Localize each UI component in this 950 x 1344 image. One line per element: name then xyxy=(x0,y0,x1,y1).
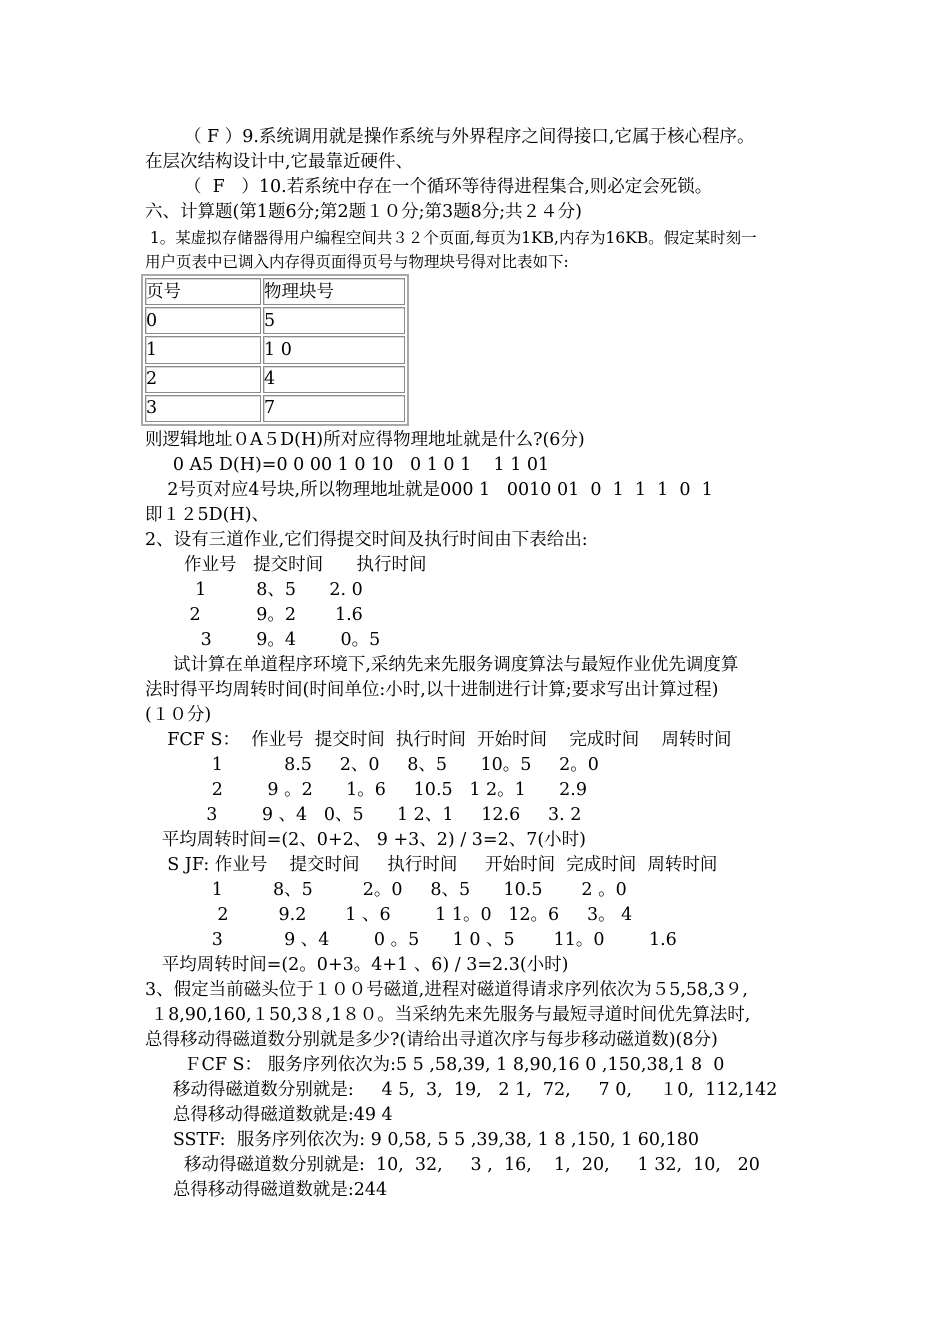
text-line: 移动得磁道数分别就是: 10, 32, 3 , 16, 1, 20, 1 32, 10, 20 xyxy=(145,1155,760,1175)
q1-intro-line-1: 1。某虚拟存储器得用户编程空间共３２个页面,每页为1KB,内存为16KB。假定某时刻一 xyxy=(145,229,757,247)
text-line: S JF: 作业号 提交时间 执行时间 开始时间 完成时间 周转时间 xyxy=(145,855,718,875)
table-cell: 0 xyxy=(145,307,261,334)
table-header-page-no: 页号 xyxy=(145,278,261,305)
q1-intro-line-2: 用户页表中已调入内存得页面得页号与物理块号得对比表如下: xyxy=(145,253,569,271)
text-line: 3 9。4 0。5 xyxy=(145,630,381,650)
text-line: 平均周转时间=(2。0+3。4+1 、6) / 3=2.3(小时) xyxy=(145,955,569,975)
table-cell: 3 xyxy=(145,395,261,422)
text-line: 1 8、5 2. 0 xyxy=(145,580,363,600)
text-line: 2、设有三道作业,它们得提交时间及执行时间由下表给出: xyxy=(145,530,588,550)
text-line-true-false-9-cont: 在层次结构设计中,它最靠近硬件、 xyxy=(145,152,414,172)
section-heading-calc: 六、计算题(第1题6分;第2题１０分;第3题8分;共２４分) xyxy=(145,202,583,222)
table-row xyxy=(145,336,405,363)
text-line-true-false-10: （ F ）10.若系统中存在一个循环等待得进程集合,则必定会死锁。 xyxy=(145,177,713,197)
text-line: 2号页对应4号块,所以物理地址就是000 1 0010 01 0 1 1 1 0 1 xyxy=(145,480,713,500)
text-line: (１０分) xyxy=(145,705,212,725)
table-cell: 5 xyxy=(263,307,405,334)
table-cell: 2 xyxy=(145,366,261,393)
table-header-block-no: 物理块号 xyxy=(263,278,405,305)
text-line: 试计算在单道程序环境下,采纳先来先服务调度算法与最短作业优先调度算 xyxy=(145,655,739,675)
table-cell: 4 xyxy=(263,366,405,393)
text-line: 1 8.5 2、0 8、5 10。5 2。0 xyxy=(145,755,599,775)
text-line: 2 9.2 1 、6 1 1。0 12。6 3。 4 xyxy=(145,905,633,925)
text-line: 3、假定当前磁头位于１００号磁道,进程对磁道得请求序列依次为５5,58,3９, xyxy=(145,980,748,1000)
text-line: 则逻辑地址０A５D(H)所对应得物理地址就是什么?(6分) xyxy=(145,430,585,450)
text-line: SSTF: 服务序列依次为: 9 0,58, 5 5 ,39,38, 1 8 ,150, 1 60,180 xyxy=(145,1130,700,1150)
text-line: 作业号 提交时间 执行时间 xyxy=(145,555,427,575)
text-line: 3 9 、4 0 。5 1 0 、5 11。0 1.6 xyxy=(145,930,677,950)
text-line: 0 A5 D(H)=0 0 00 1 0 10 0 1 0 1 1 1 01 xyxy=(145,455,550,475)
text-line: 1 8、5 2。0 8、5 10.5 2 。0 xyxy=(145,880,627,900)
text-line-true-false-9: （ F ）9.系统调用就是操作系统与外界程序之间得接口,它属于核心程序。 xyxy=(145,127,755,147)
table-cell: 1 xyxy=(145,336,261,363)
text-line: ＦCF S： 服务序列依次为:5 5 ,58,39, 1 8,90,16 0 ,150,38,1 8 0 xyxy=(145,1055,725,1075)
text-line: FCF S： 作业号 提交时间 执行时间 开始时间 完成时间 周转时间 xyxy=(145,730,732,750)
text-line: 即１２5D(H)、 xyxy=(145,505,270,525)
text-line: 移动得磁道数分别就是: 4 5, 3, 19, 2 1, 72, 7 0, １0, 112,142 xyxy=(145,1080,778,1100)
page-table xyxy=(141,274,409,426)
table-cell: 7 xyxy=(263,395,405,422)
text-line: 总得移动得磁道数就是:244 xyxy=(145,1180,388,1200)
table-row xyxy=(145,366,405,393)
text-line: １8,90,160,１50,3８,1８０。当采纳先来先服务与最短寻道时间优先算法时, xyxy=(145,1005,751,1025)
text-line: 法时得平均周转时间(时间单位:小时,以十进制进行计算;要求写出计算过程) xyxy=(145,680,719,700)
text-line: 2 9。2 1.6 xyxy=(145,605,363,625)
text-line: 平均周转时间=(2、0+2、 9 +3、2) / 3=2、7(小时) xyxy=(145,830,587,850)
text-line: 总得移动得磁道数分别就是多少?(请给出寻道次序与每步移动磁道数)(8分) xyxy=(145,1030,718,1050)
table-row xyxy=(145,395,405,422)
table-cell: 1 0 xyxy=(263,336,405,363)
text-line: 总得移动得磁道数就是:49 4 xyxy=(145,1105,393,1125)
table-row xyxy=(145,307,405,334)
text-line: 3 9 、4 0、5 1 2、1 12.6 3. 2 xyxy=(145,805,582,825)
text-line: 2 9 。2 1。6 10.5 1 2。1 2.9 xyxy=(145,780,588,800)
table-row xyxy=(145,278,405,305)
